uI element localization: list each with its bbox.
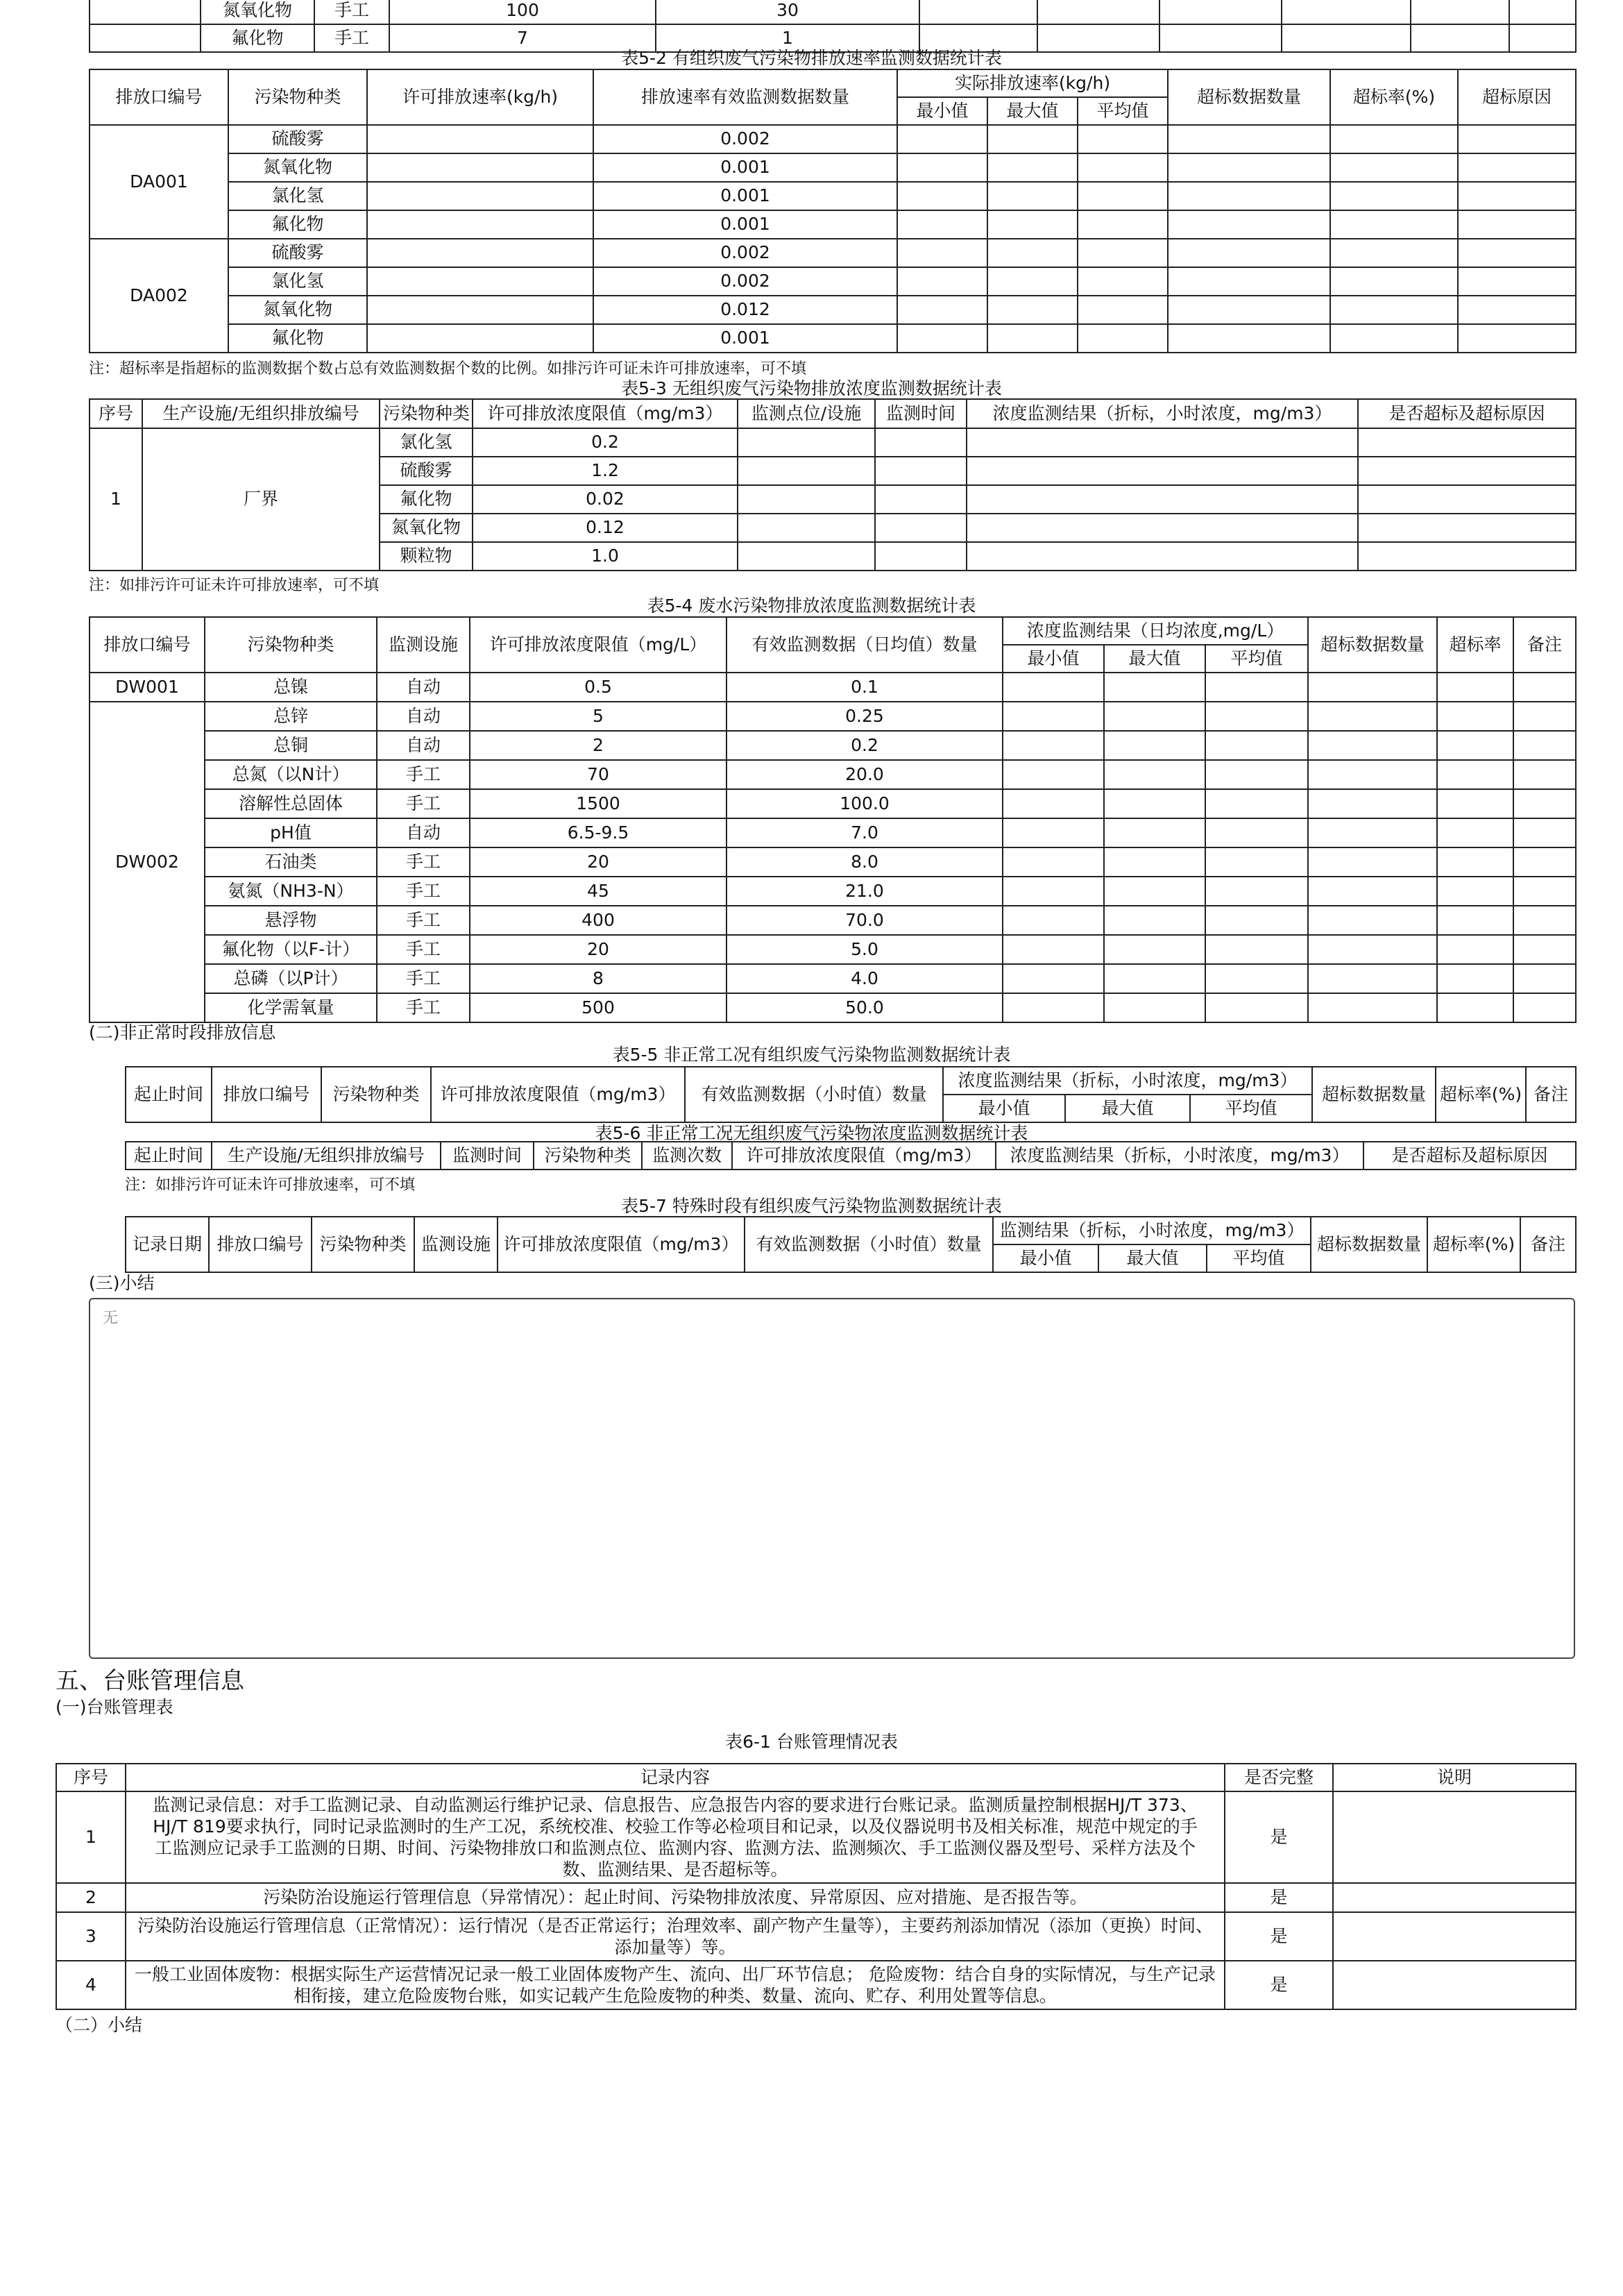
header: 超标原因 [1458, 69, 1576, 125]
table-note: 注：超标率是指超标的监测数据个数占总有效监测数据个数的比例。如排污许可证未许可排放速率，可不填 [89, 360, 807, 378]
cell: 氯化氢 [228, 182, 367, 210]
record-content: 污染防治设施运行管理信息（异常情况）：起止时间、污染物排放浓度、异常原因、应对措施、是否报告等。 [126, 1883, 1225, 1912]
cell: 颗粒物 [380, 542, 473, 571]
cell: 0.002 [593, 239, 897, 267]
header: 备注 [1513, 617, 1576, 673]
cell: 21.0 [726, 877, 1003, 906]
summary-text: 无 [103, 1310, 119, 1327]
cell: 氟化物 [228, 210, 367, 239]
header: 序号 [90, 399, 142, 428]
table-5-4 [89, 616, 1577, 1023]
cell: 硫酸雾 [380, 457, 473, 485]
cell: 硫酸雾 [228, 125, 367, 153]
cell: 化学需氧量 [205, 993, 377, 1022]
header: 有效监测数据（日均值）数量 [726, 617, 1003, 673]
header: 超标数据数量 [1312, 1067, 1436, 1122]
cell: 2 [470, 731, 726, 760]
table-caption-5-4: 表5-4 废水污染物排放浓度监测数据统计表 [647, 596, 976, 616]
header: 平均值 [1078, 97, 1168, 125]
chapter-heading: 五、台账管理信息 [56, 1667, 244, 1695]
cell: 0.2 [726, 731, 1003, 760]
header: 许可排放速率(kg/h) [367, 69, 593, 125]
cell: 0.2 [473, 428, 738, 457]
cell: 0.5 [470, 673, 726, 702]
cell: 0.001 [593, 324, 897, 353]
cell: 0.001 [593, 182, 897, 210]
section-heading: (二)非正常时段排放信息 [89, 1022, 276, 1043]
cell: 手工 [377, 906, 470, 935]
cell: 自动 [377, 702, 470, 731]
cell: 是 [1225, 1912, 1333, 1961]
record-content: 一般工业固体废物：根据实际生产运营情况记录一般工业固体废物产生、流向、出厂环节信息； 危险废物：结合自身的实际情况，与生产记录相衔接，建立危险废物台账，如实记载产生危险废物的种类、数量、流向、贮存、利用处置等信息。 [126, 1961, 1225, 2009]
header: 排放口编号 [209, 1217, 312, 1272]
header: 监测时间 [875, 399, 967, 428]
cell: 0.1 [726, 673, 1003, 702]
header: 记录日期 [126, 1217, 209, 1272]
header: 平均值 [1205, 645, 1308, 673]
cell: 手工 [377, 847, 470, 877]
section-heading: (一)台账管理表 [56, 1697, 173, 1717]
header: 备注 [1526, 1067, 1576, 1122]
header: 浓度监测结果（日均浓度,mg/L） [1003, 617, 1308, 645]
table-caption-5-5: 表5-5 非正常工况有组织废气污染物监测数据统计表 [612, 1045, 1011, 1065]
cell: 氯化氢 [380, 428, 473, 457]
cell: 氯化氢 [228, 267, 367, 296]
header: 浓度监测结果（折标，小时浓度，mg/m3） [996, 1142, 1363, 1170]
header: 备注 [1520, 1217, 1576, 1272]
cell: 100.0 [726, 789, 1003, 818]
cell: 400 [470, 906, 726, 935]
cell: 7.0 [726, 818, 1003, 847]
header: 超标率(%) [1427, 1217, 1520, 1272]
cell: 5 [470, 702, 726, 731]
cell: 氟化物 [228, 324, 367, 353]
cell: 手工 [377, 964, 470, 993]
cell: 100 [389, 0, 656, 24]
cell: 是 [1225, 1791, 1333, 1883]
cell: 总铜 [205, 731, 377, 760]
header: 监测时间 [441, 1142, 534, 1170]
header: 监测次数 [642, 1142, 732, 1170]
header: 许可排放浓度限值（mg/m3） [498, 1217, 745, 1272]
cell: 2 [56, 1883, 126, 1912]
cell: 3 [56, 1912, 126, 1961]
cell: 70 [470, 760, 726, 789]
header: 有效监测数据（小时值）数量 [685, 1067, 943, 1122]
header: 排放口编号 [90, 69, 228, 125]
header: 排放速率有效监测数据数量 [593, 69, 897, 125]
cell: 氮氧化物 [201, 0, 314, 24]
header: 实际排放速率(kg/h) [897, 69, 1168, 97]
record-content: 监测记录信息：对手工监测记录、自动监测运行维护记录、信息报告、应急报告内容的要求进行台账记录。监测质量控制根据HJ/T 373、HJ/T 819要求执行，同时记录监测时的生产工况，系统校准、校验工作等必检项目和记录，以及仪器说明书及相关标准，规范中规定的手工监测应记录手工监测的日期、时间、污染物排放口和监测点位、监测内容、监测方法、监测频次、手工监测仪器及型号、采样方法及个数、监测结果、是否超标等。 [126, 1791, 1225, 1883]
cell: 氟化物（以F-计） [205, 935, 377, 964]
cell: 悬浮物 [205, 906, 377, 935]
cell: 4 [56, 1961, 126, 2009]
header: 有效监测数据（小时值）数量 [745, 1217, 993, 1272]
cell: 4.0 [726, 964, 1003, 993]
cell: 自动 [377, 673, 470, 702]
header: 超标数据数量 [1311, 1217, 1427, 1272]
cell: 氮氧化物 [228, 153, 367, 182]
cell: 6.5-9.5 [470, 818, 726, 847]
header: 最小值 [993, 1244, 1098, 1272]
header: 生产设施/无组织排放编号 [212, 1142, 441, 1170]
cell: 手工 [377, 877, 470, 906]
header: 浓度监测结果（折标，小时浓度，mg/m3） [943, 1067, 1312, 1095]
header: 排放口编号 [212, 1067, 321, 1122]
cell: 总锌 [205, 702, 377, 731]
cell: 手工 [314, 0, 389, 24]
header: 说明 [1333, 1764, 1576, 1791]
header: 许可排放浓度限值（mg/m3） [473, 399, 738, 428]
section-heading: (三)小结 [89, 1273, 155, 1293]
header: 污染物种类 [228, 69, 367, 125]
header: 许可排放浓度限值（mg/m3） [431, 1067, 685, 1122]
cell: 0.001 [593, 153, 897, 182]
header: 监测设施 [414, 1217, 498, 1272]
cell: 手工 [377, 789, 470, 818]
cell: 硫酸雾 [228, 239, 367, 267]
header: 最小值 [897, 97, 987, 125]
table-note: 注：如排污许可证未许可排放速率，可不填 [89, 577, 380, 594]
cell: 溶解性总固体 [205, 789, 377, 818]
header: 最小值 [1003, 645, 1104, 673]
outlet-id: DA001 [90, 125, 228, 239]
cell: 30 [656, 0, 919, 24]
table-6-1 [56, 1763, 1577, 2010]
cell: 手工 [377, 935, 470, 964]
cell: 手工 [377, 993, 470, 1022]
cell: 45 [470, 877, 726, 906]
cell: pH值 [205, 818, 377, 847]
cell: 氟化物 [380, 485, 473, 514]
cell: 0.002 [593, 125, 897, 153]
cell: 氮氧化物 [228, 296, 367, 324]
table-5-3 [89, 398, 1577, 571]
table-caption-5-2: 表5-2 有组织废气污染物排放速率监测数据统计表 [621, 48, 1002, 68]
cell: 总镍 [205, 673, 377, 702]
cell: 1 [656, 24, 919, 52]
seq: 1 [90, 428, 142, 571]
header: 最小值 [943, 1095, 1065, 1122]
cell: 0.012 [593, 296, 897, 324]
cell: 0.002 [593, 267, 897, 296]
cell: 石油类 [205, 847, 377, 877]
table-caption-5-6: 表5-6 非正常工况无组织废气污染物浓度监测数据统计表 [595, 1123, 1028, 1143]
cell: 手工 [377, 760, 470, 789]
cell: 手工 [314, 24, 389, 52]
cell: 7 [389, 24, 656, 52]
cell: 70.0 [726, 906, 1003, 935]
outlet-id: DA002 [90, 239, 228, 353]
outlet-id: DW001 [90, 673, 205, 702]
table-5-7 [125, 1216, 1577, 1273]
table-5-2 [89, 69, 1577, 353]
header: 监测结果（折标，小时浓度，mg/m3） [993, 1217, 1311, 1244]
cell: 50.0 [726, 993, 1003, 1022]
header: 最大值 [1065, 1095, 1190, 1122]
cell: 500 [470, 993, 726, 1022]
header: 污染物种类 [534, 1142, 642, 1170]
header: 许可排放浓度限值（mg/L） [470, 617, 726, 673]
header: 序号 [56, 1764, 126, 1791]
cell: 0.001 [593, 210, 897, 239]
header: 是否完整 [1225, 1764, 1333, 1791]
table-note: 注：如排污许可证未许可排放速率，可不填 [125, 1176, 416, 1194]
summary-textarea[interactable] [89, 1298, 1575, 1659]
cell: 氟化物 [201, 24, 314, 52]
header: 超标率 [1437, 617, 1513, 673]
cell: 1.2 [473, 457, 738, 485]
table-caption-6-1: 表6-1 台账管理情况表 [725, 1732, 898, 1752]
facility: 厂界 [142, 428, 380, 571]
cell: 总氮（以N计） [205, 760, 377, 789]
header: 污染物种类 [205, 617, 377, 673]
header: 监测设施 [377, 617, 470, 673]
header: 最大值 [1104, 645, 1205, 673]
table-5-6 [125, 1141, 1577, 1170]
header: 超标数据数量 [1308, 617, 1437, 673]
table-5-5 [125, 1066, 1577, 1123]
header: 许可排放浓度限值（mg/m3） [732, 1142, 996, 1170]
cell: 0.02 [473, 485, 738, 514]
cell: 20 [470, 847, 726, 877]
header: 浓度监测结果（折标，小时浓度，mg/m3） [967, 399, 1358, 428]
cell: 自动 [377, 731, 470, 760]
header: 平均值 [1190, 1095, 1312, 1122]
cell: 是 [1225, 1883, 1333, 1912]
header: 超标率(%) [1330, 69, 1458, 125]
cell: 20.0 [726, 760, 1003, 789]
cell: 是 [1225, 1961, 1333, 2009]
cell: 1 [56, 1791, 126, 1883]
cell: 0.12 [473, 514, 738, 542]
header: 起止时间 [126, 1142, 212, 1170]
header: 超标率(%) [1436, 1067, 1526, 1122]
header: 平均值 [1207, 1244, 1311, 1272]
header: 监测点位/设施 [738, 399, 875, 428]
section-heading: （二）小结 [56, 2015, 143, 2035]
outlet-id: DW002 [90, 702, 205, 1022]
header: 污染物种类 [380, 399, 473, 428]
header: 起止时间 [126, 1067, 212, 1122]
header: 生产设施/无组织排放编号 [142, 399, 380, 428]
cell: 总磷（以P计） [205, 964, 377, 993]
cell: 1.0 [473, 542, 738, 571]
header: 污染物种类 [321, 1067, 431, 1122]
cell: 氮氧化物 [380, 514, 473, 542]
record-content: 污染防治设施运行管理信息（正常情况）：运行情况（是否正常运行；治理效率、副产物产生量等），主要药剂添加情况（添加（更换）时间、添加量等）等。 [126, 1912, 1225, 1961]
table-caption-5-3: 表5-3 无组织废气污染物排放浓度监测数据统计表 [621, 378, 1002, 398]
cell: 0.25 [726, 702, 1003, 731]
cell: 氨氮（NH3-N） [205, 877, 377, 906]
header: 是否超标及超标原因 [1363, 1142, 1576, 1170]
cell: 8 [470, 964, 726, 993]
header: 超标数据数量 [1168, 69, 1330, 125]
header: 是否超标及超标原因 [1358, 399, 1576, 428]
header: 最大值 [1098, 1244, 1207, 1272]
header: 记录内容 [126, 1764, 1225, 1791]
cell: 自动 [377, 818, 470, 847]
cell: 1500 [470, 789, 726, 818]
table-caption-5-7: 表5-7 特殊时段有组织废气污染物监测数据统计表 [621, 1196, 1002, 1216]
header: 最大值 [987, 97, 1078, 125]
cell: 5.0 [726, 935, 1003, 964]
header: 污染物种类 [312, 1217, 414, 1272]
header: 排放口编号 [90, 617, 205, 673]
cell: 20 [470, 935, 726, 964]
cell: 8.0 [726, 847, 1003, 877]
